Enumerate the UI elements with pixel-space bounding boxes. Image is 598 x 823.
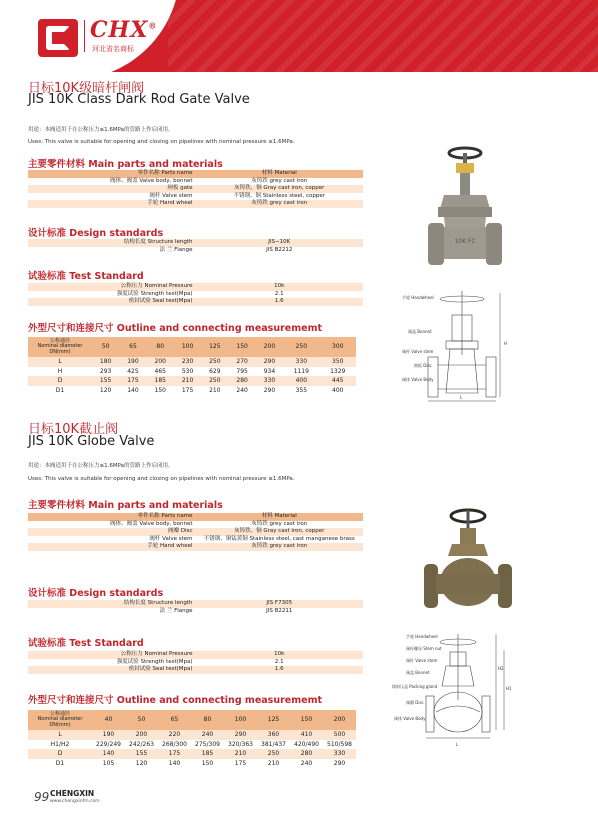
dim-size-header: 150	[228, 337, 255, 357]
table-row: 阀体、阀盖 Valve body, bonnet 灰铸铁 grey cast iron	[28, 521, 363, 529]
dim-row-label: D1	[28, 759, 92, 769]
label-valve-body: 阀体 Valve Body	[394, 716, 426, 721]
dim-cell: 381/437	[257, 740, 290, 750]
dim-cell: 140	[92, 749, 125, 759]
dim-row-label: H1/H2	[28, 740, 92, 750]
valve1-test-title: 试验标准 Test Standard	[28, 271, 144, 282]
dim-size-header: 125	[201, 337, 228, 357]
dim-cell: 175	[119, 376, 146, 386]
dim-cell: 190	[92, 730, 125, 740]
dim-cell: 268/300	[158, 740, 191, 750]
table-row: 闸板 gate 灰铸铁、铜 Gray cast iron, copper	[28, 185, 363, 193]
dim-cell: 465	[147, 367, 174, 377]
page-number: 99	[34, 790, 50, 804]
valve1-parts-table	[28, 170, 363, 208]
dim-cell: 140	[119, 386, 146, 396]
dim-cell: 190	[119, 357, 146, 367]
table-row: 手轮 Hand wheel 灰铸铁 grey cast iron	[28, 200, 363, 208]
table-row: 公称压力 Nominal Pressure 10k	[28, 651, 363, 659]
dim-cell: 629	[201, 367, 228, 377]
dim-row-label: H	[28, 367, 92, 377]
dim-cell: 400	[320, 386, 357, 396]
dim-row-label: D	[28, 376, 92, 386]
dim-size-header: 250	[283, 337, 319, 357]
valve2-test-title: 试验标准 Test Standard	[28, 638, 144, 649]
footer-url: www.chengxinfm.com	[50, 799, 100, 804]
valve2-usage-cn: 用途：本阀适用于在公称压力≤1.6MPa的管路上作启闭用。	[28, 463, 174, 469]
valve2-design-title: 设计标准 Design standards	[28, 588, 164, 599]
dim-row-label: D	[28, 749, 92, 759]
dim-size-header: 200	[256, 337, 283, 357]
dim-row-label: L	[28, 357, 92, 367]
dim-cell: 320/363	[224, 740, 257, 750]
valve2-parts-title: 主要零件材料 Main parts and materials	[28, 500, 223, 511]
label-h: H	[504, 341, 508, 346]
table-row: 法 兰 Flange JIS B2211	[28, 608, 363, 616]
table-row: 密封试验 Seal test(Mpa) 1.6	[28, 298, 363, 306]
dim-size-header: 100	[224, 710, 257, 730]
label-h1: H1	[506, 686, 512, 691]
dim-size-header: 50	[92, 337, 119, 357]
label-handwheel: 手轮 Handwheel	[406, 634, 438, 639]
table-row: 阀杆 Valve stem 不锈钢、铜 Stainless steel, copper	[28, 193, 363, 201]
valve2-usage-en: Uses: This valve is suitable for opening and closing on pipelines with nominal pressure ≤1.6MPa.	[28, 476, 295, 482]
dim-cell: 530	[174, 367, 201, 377]
dim-cell: 330	[256, 376, 283, 386]
dim-cell: 795	[228, 367, 255, 377]
dim-cell: 120	[125, 759, 158, 769]
dim-cell: 105	[92, 759, 125, 769]
table-header: 公称通径 Nominal diameter DN(mm) 40 50 65 80 100 125 150 200	[28, 710, 356, 730]
label-bonnet: 阀盖 Bonnet	[406, 670, 430, 675]
header-pattern	[168, 0, 598, 72]
dim-cell: 420/490	[290, 740, 323, 750]
table-row: 手轮 Hand wheel 灰铸铁 grey cast iron	[28, 543, 363, 551]
dim-cell: 200	[125, 730, 158, 740]
label-h2: H2	[498, 666, 504, 671]
dim-size-header: 65	[119, 337, 146, 357]
header-banner	[0, 0, 598, 72]
gate-valve-photo	[420, 143, 510, 278]
footer-brand: CHENGXIN	[50, 789, 95, 798]
dim-size-header: 150	[290, 710, 323, 730]
dim-cell: 293	[92, 367, 119, 377]
dim-cell: 240	[290, 759, 323, 769]
dim-cell: 200	[147, 357, 174, 367]
dim-cell: 155	[92, 376, 119, 386]
dim-cell: 230	[174, 357, 201, 367]
table-header: 零件名称 Parts name 材料 Material	[28, 170, 363, 178]
valve2-dim-title: 外型尺寸和连接尺寸 Outline and connecting measurememt	[28, 695, 323, 706]
dim-cell: 1329	[320, 367, 357, 377]
valve2-test-table	[28, 651, 363, 674]
valve2-parts-table	[28, 513, 363, 551]
valve1-dim-title: 外型尺寸和连接尺寸 Outline and connecting measurememt	[28, 323, 323, 334]
valve1-title-cn: 日标10K级暗杆闸阀	[28, 81, 145, 96]
dim-row-label: D1	[28, 386, 92, 396]
table-row: 强度试验 Strength test(Mpa) 2.1	[28, 659, 363, 667]
dim-cell: 290	[256, 357, 283, 367]
dim-cell: 242/263	[125, 740, 158, 750]
valve1-parts-title: 主要零件材料 Main parts and materials	[28, 159, 223, 170]
dim-row-label: L	[28, 730, 92, 740]
dim-cell: 220	[158, 730, 191, 740]
dim-size-header: 100	[174, 337, 201, 357]
dim-size-header: 65	[158, 710, 191, 730]
gate-valve-drawing	[400, 285, 525, 405]
valve2-title-cn: 日标10K截止阀	[28, 422, 119, 437]
label-disc: 阀瓣 Disc	[406, 700, 424, 705]
dim-cell: 150	[147, 386, 174, 396]
dim-cell: 270	[228, 357, 255, 367]
dim-cell: 229/249	[92, 740, 125, 750]
valve1-test-table	[28, 283, 363, 306]
dim-cell: 360	[257, 730, 290, 740]
label-valve-body: 阀体 Valve Body	[402, 377, 434, 382]
dim-cell: 250	[201, 376, 228, 386]
table-row: 公称压力 Nominal Pressure 10k	[28, 283, 363, 291]
dim-size-header: 40	[92, 710, 125, 730]
dim-cell: 280	[228, 376, 255, 386]
brand-subtitle: 河北省名商标	[92, 45, 134, 53]
label-stem-nut: 阀杆螺母 Stem nut	[406, 646, 442, 651]
dim-cell: 155	[125, 749, 158, 759]
dim-cell: 120	[92, 386, 119, 396]
valve2-dimension-table	[28, 710, 356, 768]
table-row	[28, 730, 356, 740]
dim-cell: 355	[283, 386, 319, 396]
table-row: 阀体、阀盖 Valve body, bonnet 灰铸铁 grey cast iron	[28, 178, 363, 186]
dim-cell: 175	[224, 759, 257, 769]
brand-logo-icon	[38, 19, 78, 57]
label-packing-gland: 填料压盖 Packing gland	[392, 684, 438, 689]
dim-cell: 180	[92, 357, 119, 367]
dim-size-header: 50	[125, 710, 158, 730]
dim-size-header: 200	[323, 710, 356, 730]
table-row	[28, 749, 356, 759]
photo-marking: 10K FC	[454, 238, 476, 245]
dim-cell: 290	[224, 730, 257, 740]
label-l: L	[460, 395, 463, 400]
dim-cell: 250	[257, 749, 290, 759]
dim-cell: 240	[191, 730, 224, 740]
dim-cell: 290	[323, 759, 356, 769]
dim-cell: 510/598	[323, 740, 356, 750]
dim-cell: 210	[224, 749, 257, 759]
dim-cell: 140	[158, 759, 191, 769]
table-row	[28, 367, 356, 377]
dim-cell: 185	[147, 376, 174, 386]
dim-cell: 185	[191, 749, 224, 759]
dim-cell: 445	[320, 376, 357, 386]
label-bonnet: 阀盖 Bonnet	[408, 329, 432, 334]
dim-cell: 1119	[283, 367, 319, 377]
valve1-usage-en: Uses: This valve is suitable for opening and closing on pipelines with nominal pressure ≤1.6MPa.	[28, 139, 295, 145]
table-row	[28, 386, 356, 396]
table-row	[28, 376, 356, 386]
globe-valve-drawing	[392, 630, 522, 750]
table-row: 结构长度 Structure length JIS−10K	[28, 239, 363, 247]
table-row: 法 兰 Flange JIS B2212	[28, 247, 363, 255]
dim-cell: 275/309	[191, 740, 224, 750]
dim-cell: 210	[201, 386, 228, 396]
dim-cell: 250	[201, 357, 228, 367]
valve1-title-en: JIS 10K Class Dark Rod Gate Valve	[28, 92, 250, 107]
dim-cell: 175	[174, 386, 201, 396]
label-valve-stem: 阀杆 Valve stem	[402, 349, 434, 354]
table-row: 阀瓣 Disc 灰铸铁、铜 Gray cast iron, copper	[28, 528, 363, 536]
table-row: 密封试验 Seal test(Mpa) 1.6	[28, 666, 363, 674]
dim-cell: 240	[228, 386, 255, 396]
dim-cell: 410	[290, 730, 323, 740]
dim-cell: 175	[158, 749, 191, 759]
label-valve-stem: 阀杆 Valve stem	[406, 658, 438, 663]
valve2-title-en: JIS 10K Globe Valve	[28, 434, 155, 449]
table-row	[28, 740, 356, 750]
dim-cell: 150	[191, 759, 224, 769]
table-row: 强度试验 Strength test(Mpa) 2.1	[28, 291, 363, 299]
logo-divider	[84, 20, 85, 52]
dim-cell: 934	[256, 367, 283, 377]
valve1-design-title: 设计标准 Design standards	[28, 228, 164, 239]
dim-cell: 425	[119, 367, 146, 377]
dim-size-header: 80	[191, 710, 224, 730]
table-header: 零件名称 Parts name 材料 Material	[28, 513, 363, 521]
table-header: 公称通径 Nominal diameter DN(mm) 50 65 80 100 125 150 200 250 300	[28, 337, 356, 357]
table-row	[28, 759, 356, 769]
dim-size-header: 125	[257, 710, 290, 730]
dim-cell: 400	[283, 376, 319, 386]
globe-valve-photo	[418, 500, 518, 625]
dim-cell: 330	[323, 749, 356, 759]
valve1-design-table	[28, 239, 363, 254]
dim-cell: 330	[283, 357, 319, 367]
valve1-dimension-table	[28, 337, 356, 395]
dim-cell: 350	[320, 357, 357, 367]
brand-name: CHX®	[90, 17, 158, 43]
valve1-usage-cn: 用途：本阀适用于在公称压力≤1.6MPa的管路上作启闭用。	[28, 127, 174, 133]
label-handwheel: 手轮 Handwheel	[402, 295, 434, 300]
label-l: L	[456, 742, 459, 747]
dim-cell: 500	[323, 730, 356, 740]
dim-cell: 210	[257, 759, 290, 769]
dim-size-header: 300	[320, 337, 357, 357]
table-row: 阀杆 Valve stem 不锈钢、铜锰黄铜 Stainless steel, cast manganese brass	[28, 536, 363, 544]
dim-cell: 210	[174, 376, 201, 386]
dim-cell: 280	[290, 749, 323, 759]
valve2-design-table	[28, 600, 363, 615]
dim-size-header: 80	[147, 337, 174, 357]
label-disc: 闸板 Disc	[414, 363, 432, 368]
table-row: 结构长度 Structure length JIS F7305	[28, 600, 363, 608]
table-row	[28, 357, 356, 367]
dim-cell: 290	[256, 386, 283, 396]
